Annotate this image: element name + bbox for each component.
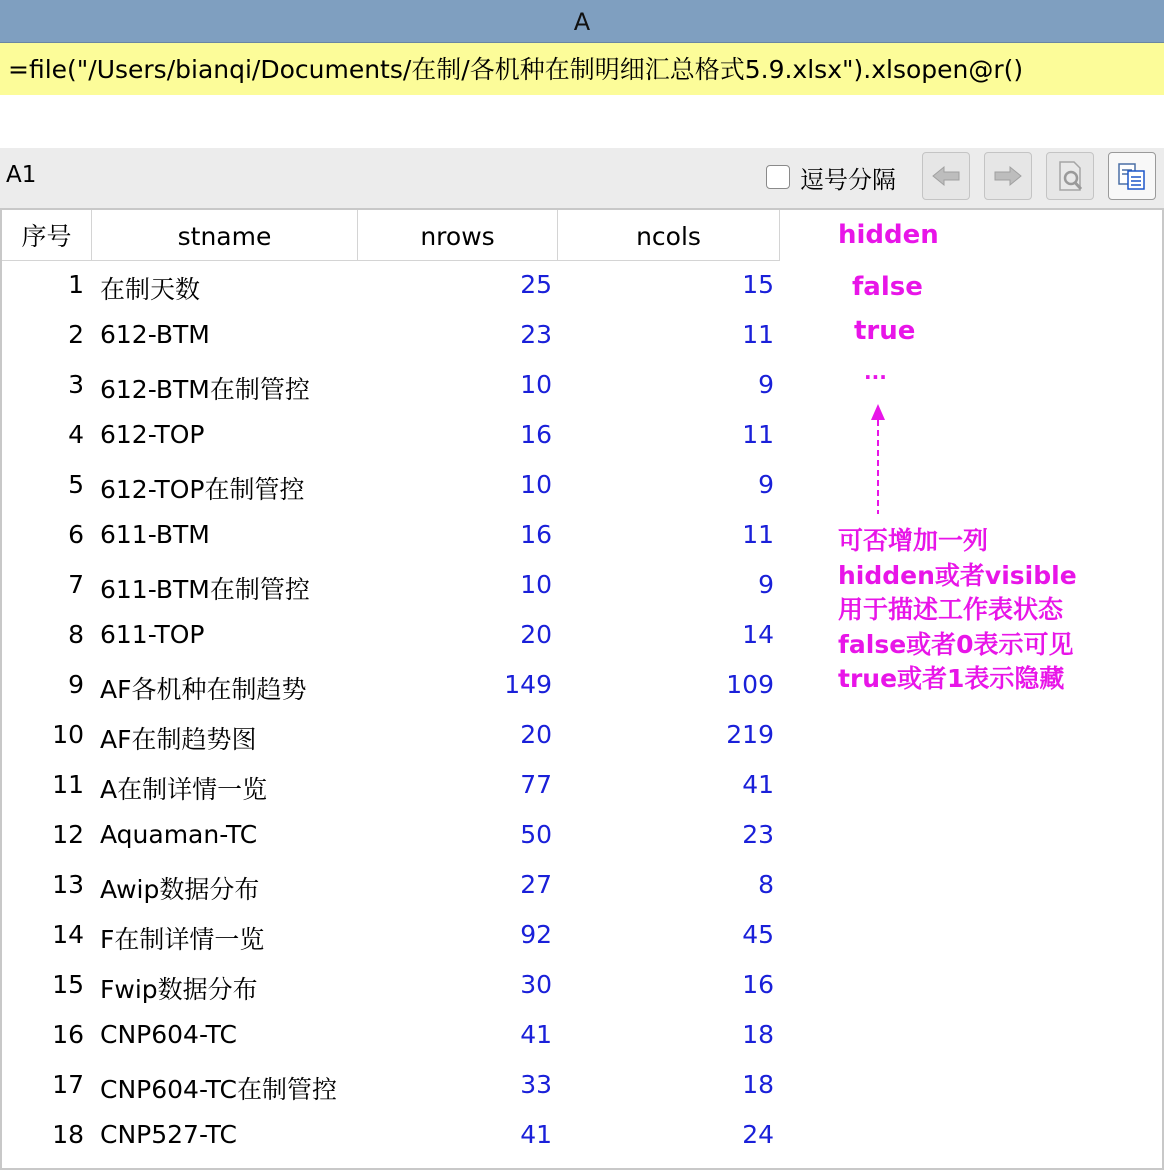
table-row[interactable] (2, 262, 782, 312)
row-ncols[interactable]: 18 (742, 1070, 774, 1099)
table-row[interactable] (2, 412, 782, 462)
zoom-button[interactable] (1046, 152, 1094, 200)
row-index[interactable]: 1 (68, 270, 84, 299)
row-index[interactable]: 15 (52, 970, 84, 999)
row-nrows[interactable]: 10 (520, 470, 552, 499)
row-nrows[interactable]: 92 (520, 920, 552, 949)
row-index[interactable]: 13 (52, 870, 84, 899)
row-nrows[interactable]: 23 (520, 320, 552, 349)
row-index[interactable]: 8 (68, 620, 84, 649)
formula-cell[interactable]: =file("/Users/bianqi/Documents/在制/各机种在制明细汇总格式5.9.xlsx").xlsopen@r() (0, 43, 1164, 95)
cell-reference: A1 (6, 162, 37, 188)
note-line: false或者0表示可见 (838, 629, 1074, 659)
table-row[interactable] (2, 812, 782, 862)
row-ncols[interactable]: 9 (758, 570, 774, 599)
row-ncols[interactable]: 11 (742, 520, 774, 549)
row-ncols[interactable]: 45 (742, 920, 774, 949)
arrow-right-icon (993, 165, 1023, 187)
header-index[interactable]: 序号 (2, 210, 92, 260)
row-index[interactable]: 16 (52, 1020, 84, 1049)
row-ncols[interactable]: 11 (742, 320, 774, 349)
note-line: 用于描述工作表状态 (838, 595, 1064, 624)
row-nrows[interactable]: 27 (520, 870, 552, 899)
row-nrows[interactable]: 20 (520, 620, 552, 649)
row-index[interactable]: 11 (52, 770, 84, 799)
row-stname[interactable]: 611-BTM在制管控 (100, 575, 310, 604)
row-stname[interactable]: Aquaman-TC (100, 820, 258, 849)
row-stname[interactable]: 612-BTM在制管控 (100, 375, 310, 404)
table-row[interactable] (2, 612, 782, 662)
comma-separator-checkbox[interactable] (766, 165, 790, 189)
row-ncols[interactable]: 18 (742, 1020, 774, 1049)
row-stname[interactable]: F在制详情一览 (100, 925, 265, 954)
table-row[interactable] (2, 912, 782, 962)
row-index[interactable]: 9 (68, 670, 84, 699)
row-ncols[interactable]: 41 (742, 770, 774, 799)
table-row[interactable] (2, 562, 782, 612)
result-table (0, 208, 1164, 1170)
row-stname[interactable]: 在制天数 (100, 275, 201, 304)
header-nrows[interactable]: nrows (358, 210, 558, 260)
comma-separator-label: 逗号分隔 (800, 165, 896, 194)
row-nrows[interactable]: 10 (520, 570, 552, 599)
table-row[interactable] (2, 762, 782, 812)
row-ncols[interactable]: 8 (758, 870, 774, 899)
table-row[interactable] (2, 512, 782, 562)
note-line: hidden或者visible (838, 560, 1077, 590)
comma-separator-option[interactable] (766, 160, 896, 194)
row-stname[interactable]: A在制详情一览 (100, 775, 268, 804)
annotation-hidden-header: hidden (838, 220, 939, 250)
row-nrows[interactable]: 10 (520, 370, 552, 399)
annotation-value-false: false (852, 272, 923, 302)
table-row[interactable] (2, 962, 782, 1012)
row-stname[interactable]: Fwip数据分布 (100, 975, 258, 1004)
magnifier-icon (1054, 159, 1086, 193)
table-row[interactable] (2, 1112, 782, 1162)
row-stname[interactable]: 611-BTM (100, 520, 210, 549)
table-row[interactable] (2, 1062, 782, 1112)
table-row[interactable] (2, 1012, 782, 1062)
row-index[interactable]: 17 (52, 1070, 84, 1099)
copy-button[interactable] (1108, 152, 1156, 200)
table-header-row (2, 210, 780, 261)
row-nrows[interactable]: 16 (520, 420, 552, 449)
row-ncols[interactable]: 15 (742, 270, 774, 299)
row-stname[interactable]: 612-TOP在制管控 (100, 475, 305, 504)
table-row[interactable] (2, 362, 782, 412)
row-stname[interactable]: Awip数据分布 (100, 875, 260, 904)
row-index[interactable]: 18 (52, 1120, 84, 1149)
row-index[interactable]: 2 (68, 320, 84, 349)
row-nrows[interactable]: 33 (520, 1070, 552, 1099)
row-index[interactable]: 10 (52, 720, 84, 749)
row-nrows[interactable]: 30 (520, 970, 552, 999)
table-row[interactable] (2, 462, 782, 512)
next-button[interactable] (984, 152, 1032, 200)
table-row[interactable] (2, 312, 782, 362)
row-index[interactable]: 12 (52, 820, 84, 849)
row-stname[interactable]: CNP604-TC在制管控 (100, 1075, 337, 1104)
row-stname[interactable]: AF在制趋势图 (100, 725, 257, 754)
row-nrows[interactable]: 16 (520, 520, 552, 549)
row-ncols[interactable]: 16 (742, 970, 774, 999)
table-row[interactable] (2, 662, 782, 712)
row-stname[interactable]: AF各机种在制趋势 (100, 675, 307, 704)
row-nrows[interactable]: 25 (520, 270, 552, 299)
column-header-a[interactable]: A (0, 0, 1164, 43)
header-ncols[interactable]: ncols (558, 210, 780, 260)
row-index[interactable]: 7 (68, 570, 84, 599)
row-stname[interactable]: CNP604-TC (100, 1020, 237, 1049)
result-toolbar (0, 148, 1164, 208)
row-ncols[interactable]: 23 (742, 820, 774, 849)
row-nrows[interactable]: 50 (520, 820, 552, 849)
annotation-note (838, 524, 1158, 697)
table-body (2, 262, 782, 1162)
row-ncols[interactable]: 11 (742, 420, 774, 449)
row-ncols[interactable]: 24 (742, 1120, 774, 1149)
note-line: 可否增加一列 (838, 526, 989, 555)
row-ncols[interactable]: 14 (742, 620, 774, 649)
row-nrows[interactable]: 41 (520, 1120, 552, 1149)
row-ncols[interactable]: 9 (758, 370, 774, 399)
row-index[interactable]: 6 (68, 520, 84, 549)
row-index[interactable]: 3 (68, 370, 84, 399)
row-stname[interactable]: 611-TOP (100, 620, 205, 649)
row-nrows[interactable]: 41 (520, 1020, 552, 1049)
row-ncols[interactable]: 9 (758, 470, 774, 499)
row-nrows[interactable]: 77 (520, 770, 552, 799)
annotation-value-ellipsis: ... (864, 360, 887, 384)
row-nrows[interactable]: 20 (520, 720, 552, 749)
row-index[interactable]: 5 (68, 470, 84, 499)
copy-icon (1116, 160, 1148, 192)
table-row[interactable] (2, 712, 782, 762)
annotation-value-true: true (854, 316, 916, 346)
arrow-left-icon (931, 165, 961, 187)
row-index[interactable]: 14 (52, 920, 84, 949)
row-ncols[interactable]: 219 (726, 720, 774, 749)
row-stname[interactable]: 612-TOP (100, 420, 205, 449)
row-stname[interactable]: CNP527-TC (100, 1120, 237, 1149)
header-stname[interactable]: stname (92, 210, 358, 260)
annotation-arrow-icon (866, 402, 890, 518)
row-nrows[interactable]: 149 (504, 670, 552, 699)
row-stname[interactable]: 612-BTM (100, 320, 210, 349)
row-index[interactable]: 4 (68, 420, 84, 449)
note-line: true或者1表示隐藏 (838, 664, 1065, 693)
previous-button[interactable] (922, 152, 970, 200)
table-row[interactable] (2, 862, 782, 912)
row-ncols[interactable]: 109 (726, 670, 774, 699)
